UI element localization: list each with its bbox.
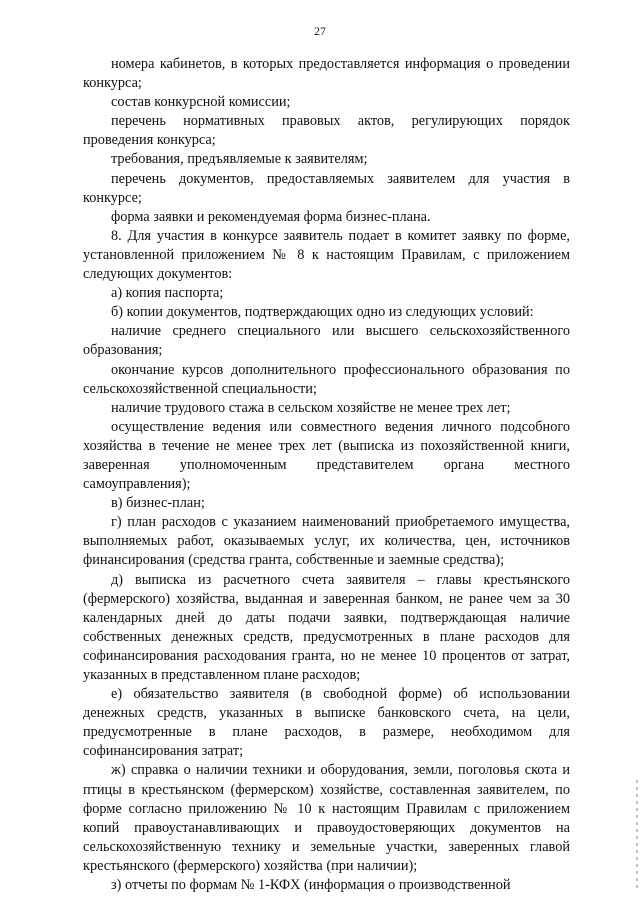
paragraph-documents-list: перечень документов, предоставляемых заявителем для участия в конкурсе; [83,170,570,206]
paragraph-item-g: г) план расходов с указанием наименований приобретаемого имущества, выполняемых работ, оказываемых услуг, их количества, цен, источников финансирования (средства гранта, собственные и заемные средства); [83,514,570,569]
paragraph-experience: наличие трудового стажа в сельском хозяйстве не менее трех лет; [111,399,511,416]
paragraph-legal-acts: перечень нормативных правовых актов, регулирующих порядок проведения конкурса; [83,113,570,149]
scan-edge-mark [636,780,638,890]
page-number: 27 [314,24,326,38]
paragraph-application-form: форма заявки и рекомендуемая форма бизнес-плана. [111,208,431,225]
paragraph-commission: состав конкурсной комиссии; [111,94,291,111]
paragraph-requirements: требования, предъявляемые к заявителям; [111,151,368,168]
paragraph-education: наличие среднего специального или высшего сельскохозяйственного образования; [83,323,570,359]
paragraph-rooms-info: номера кабинетов, в которых предоставляется информация о проведении конкурса; [83,56,570,92]
paragraph-item-a: а) копия паспорта; [111,285,224,302]
paragraph-item-v: в) бизнес-план; [111,495,205,512]
document-body [83,55,570,895]
paragraph-item-8: 8. Для участия в конкурсе заявитель подает в комитет заявку по форме, установленной приложением № 8 к настоящим Правилам, с приложением следующих документов: [83,227,570,283]
paragraph-item-e: е) обязательство заявителя (в свободной форме) об использовании денежных средств, указанных в выписке банковского счета, на цели, предусмотренные в плане расходов, в размере, необходимом для софинансирования затрат; [83,686,570,760]
paragraph-household: осуществление ведения или совместного ведения личного подсобного хозяйства в течение не менее трех лет (выписка из похозяйственной книги, заверенная уполномоченным представителем органа местного самоуправления); [83,418,570,493]
paragraph-item-z: з) отчеты по формам № 1-КФХ (информация о производственной [111,877,511,894]
paragraph-item-b: б) копии документов, подтверждающих одно из следующих условий: [111,304,534,321]
paragraph-item-zh: ж) справка о наличии техники и оборудования, земли, поголовья скота и птицы в крестьянском (фермерском) хозяйстве, составленная заявителем, по форме согласно приложению № 10 к настоящим Правилам с приложением копий правоустанавливающих и правоудостоверяющих документов на сельскохозяйственную технику и земельные участки, заверенных главой крестьянского (фермерского) хозяйства (при наличии); [83,762,570,874]
paragraph-courses: окончание курсов дополнительного профессионального образования по сельскохозяйственной специальности; [83,361,570,397]
paragraph-item-d: д) выписка из расчетного счета заявителя – главы крестьянского (фермерского) хозяйства, выданная и заверенная банком, не ранее чем за 30 календарных дней до даты подачи заявки, подтверждающая наличие собственных денежных средств, предусмотренных в плане расходов для софинансирования расходования гранта, но не менее 10 процентов от затрат, указанных в представленном плане расходов; [83,571,570,683]
